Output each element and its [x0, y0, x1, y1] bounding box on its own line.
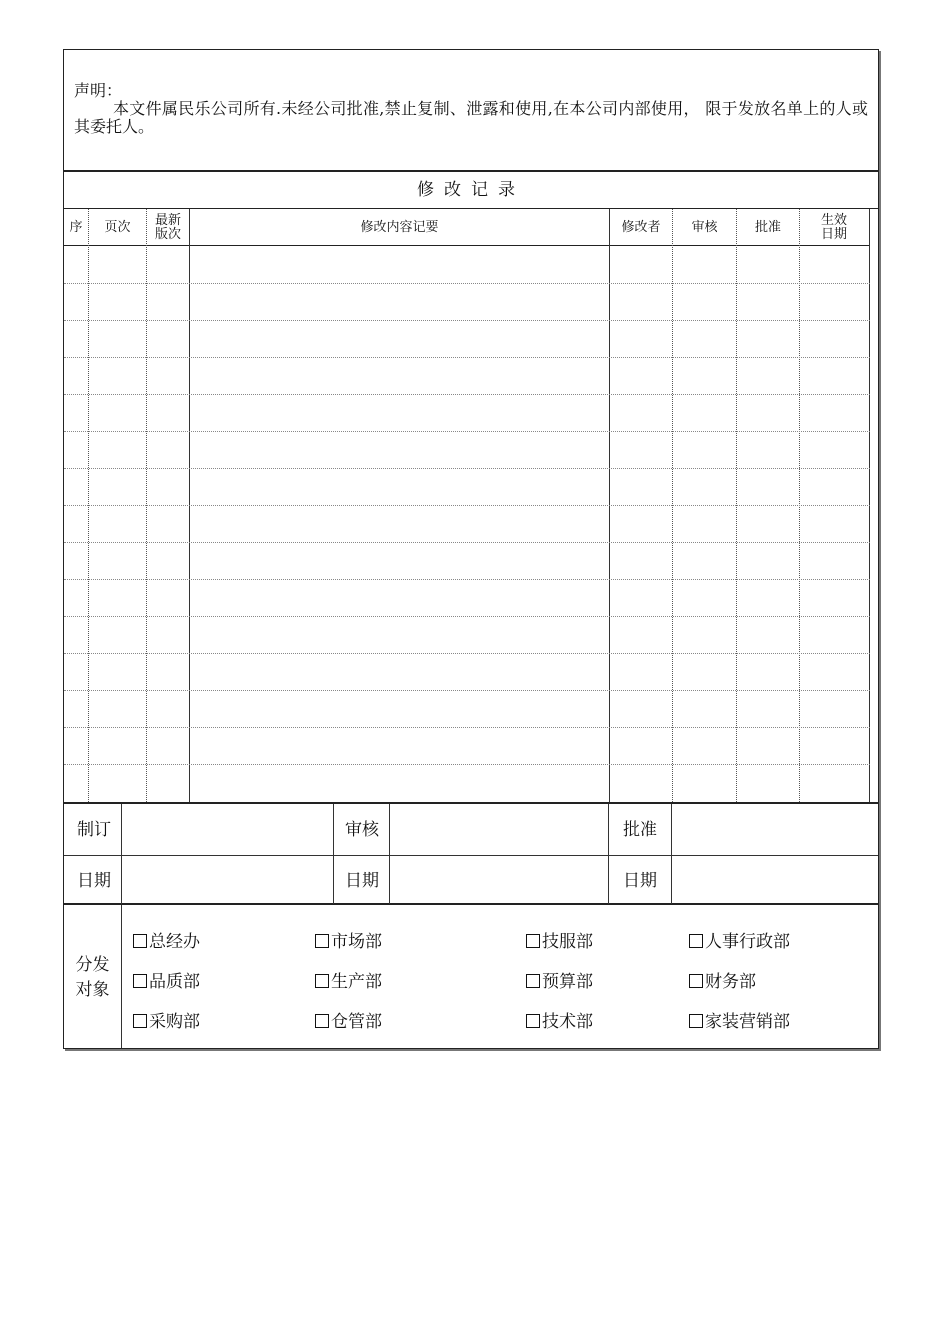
distribution-option[interactable]: [315, 932, 382, 952]
col-header-version: 最新版次: [154, 212, 181, 242]
distribution-option-label: 家装营销部: [705, 1012, 790, 1032]
distribution-option[interactable]: [526, 972, 593, 992]
prepare-label: 制订: [77, 820, 111, 840]
distribution-section: [64, 905, 878, 1048]
prepare-date-label: 日期: [77, 871, 111, 891]
distribution-option[interactable]: [526, 932, 593, 952]
revision-record-title: 修改记录: [64, 172, 878, 209]
distribution-option-label: 人事行政部: [705, 932, 790, 952]
column-divider: [389, 804, 390, 904]
checkbox-icon[interactable]: [526, 974, 540, 988]
statement-body: 本文件属民乐公司所有.未经公司批准,禁止复制、泄露和使用,在本公司内部使用， 限于发放名单上的人或其委托人。: [74, 99, 868, 136]
table-row: [64, 468, 870, 469]
checkbox-icon[interactable]: [315, 1014, 329, 1028]
table-row: [64, 394, 870, 395]
distribution-option-label: 仓管部: [331, 1012, 382, 1032]
distribution-option-label: 财务部: [705, 972, 756, 992]
distribution-option-label: 市场部: [331, 932, 382, 952]
checkbox-icon[interactable]: [689, 934, 703, 948]
distribution-option-label: 技术部: [542, 1012, 593, 1032]
checkbox-icon[interactable]: [689, 974, 703, 988]
approve-date-label: 日期: [623, 871, 657, 891]
signature-row-divider: [64, 855, 878, 856]
column-divider: [121, 905, 122, 1048]
col-header-page: 页次: [104, 219, 131, 235]
table-row: [64, 579, 870, 580]
col-header-review: 审核: [691, 219, 718, 235]
distribution-option-label: 采购部: [149, 1012, 200, 1032]
table-row: [64, 616, 870, 617]
statement-block: [64, 50, 878, 172]
distribution-option[interactable]: [133, 932, 200, 952]
table-row: [64, 283, 870, 284]
column-divider: [333, 804, 334, 904]
checkbox-icon[interactable]: [526, 934, 540, 948]
distribution-option-label: 技服部: [542, 932, 593, 952]
table-row: [64, 764, 870, 765]
distribution-label: [64, 953, 121, 1003]
distribution-option-label: 品质部: [149, 972, 200, 992]
checkbox-icon[interactable]: [133, 1014, 147, 1028]
document-frame: [63, 49, 879, 1049]
checkbox-icon[interactable]: [315, 934, 329, 948]
table-row: [64, 357, 870, 358]
checkbox-icon[interactable]: [689, 1014, 703, 1028]
review-date-label: 日期: [345, 871, 379, 891]
distribution-option[interactable]: [315, 1012, 382, 1032]
column-divider: [121, 804, 122, 904]
distribution-option[interactable]: [133, 1012, 200, 1032]
table-row: [64, 320, 870, 321]
distribution-option[interactable]: [689, 972, 756, 992]
distribution-option-label: 预算部: [542, 972, 593, 992]
distribution-option[interactable]: [689, 1012, 790, 1032]
table-row: [64, 727, 870, 728]
distribution-option[interactable]: [689, 932, 790, 952]
col-header-content: 修改内容记要: [360, 219, 439, 235]
distribution-option-label: 总经办: [149, 932, 200, 952]
col-header-approve: 批准: [754, 219, 781, 235]
distribution-label-text: 分发对象: [75, 955, 110, 1000]
distribution-option[interactable]: [315, 972, 382, 992]
col-header-modifier: 修改者: [621, 219, 661, 235]
revision-header-row: [64, 209, 870, 246]
review-label: 审核: [345, 820, 379, 840]
checkbox-icon[interactable]: [526, 1014, 540, 1028]
distribution-option[interactable]: [526, 1012, 593, 1032]
column-divider: [671, 804, 672, 904]
signature-table: [64, 802, 878, 905]
checkbox-icon[interactable]: [315, 974, 329, 988]
table-row: [64, 653, 870, 654]
table-row: [64, 505, 870, 506]
checkbox-icon[interactable]: [133, 974, 147, 988]
checkbox-icon[interactable]: [133, 934, 147, 948]
distribution-option-label: 生产部: [331, 972, 382, 992]
col-header-seq: 序: [69, 219, 83, 235]
approve-label: 批准: [623, 820, 657, 840]
column-divider: [608, 804, 609, 904]
distribution-option[interactable]: [133, 972, 200, 992]
col-header-effective-date: 生效日期: [820, 212, 847, 242]
table-row: [64, 431, 870, 432]
table-row: [64, 690, 870, 691]
table-row: [64, 542, 870, 543]
statement-title: 声明：: [74, 81, 123, 100]
